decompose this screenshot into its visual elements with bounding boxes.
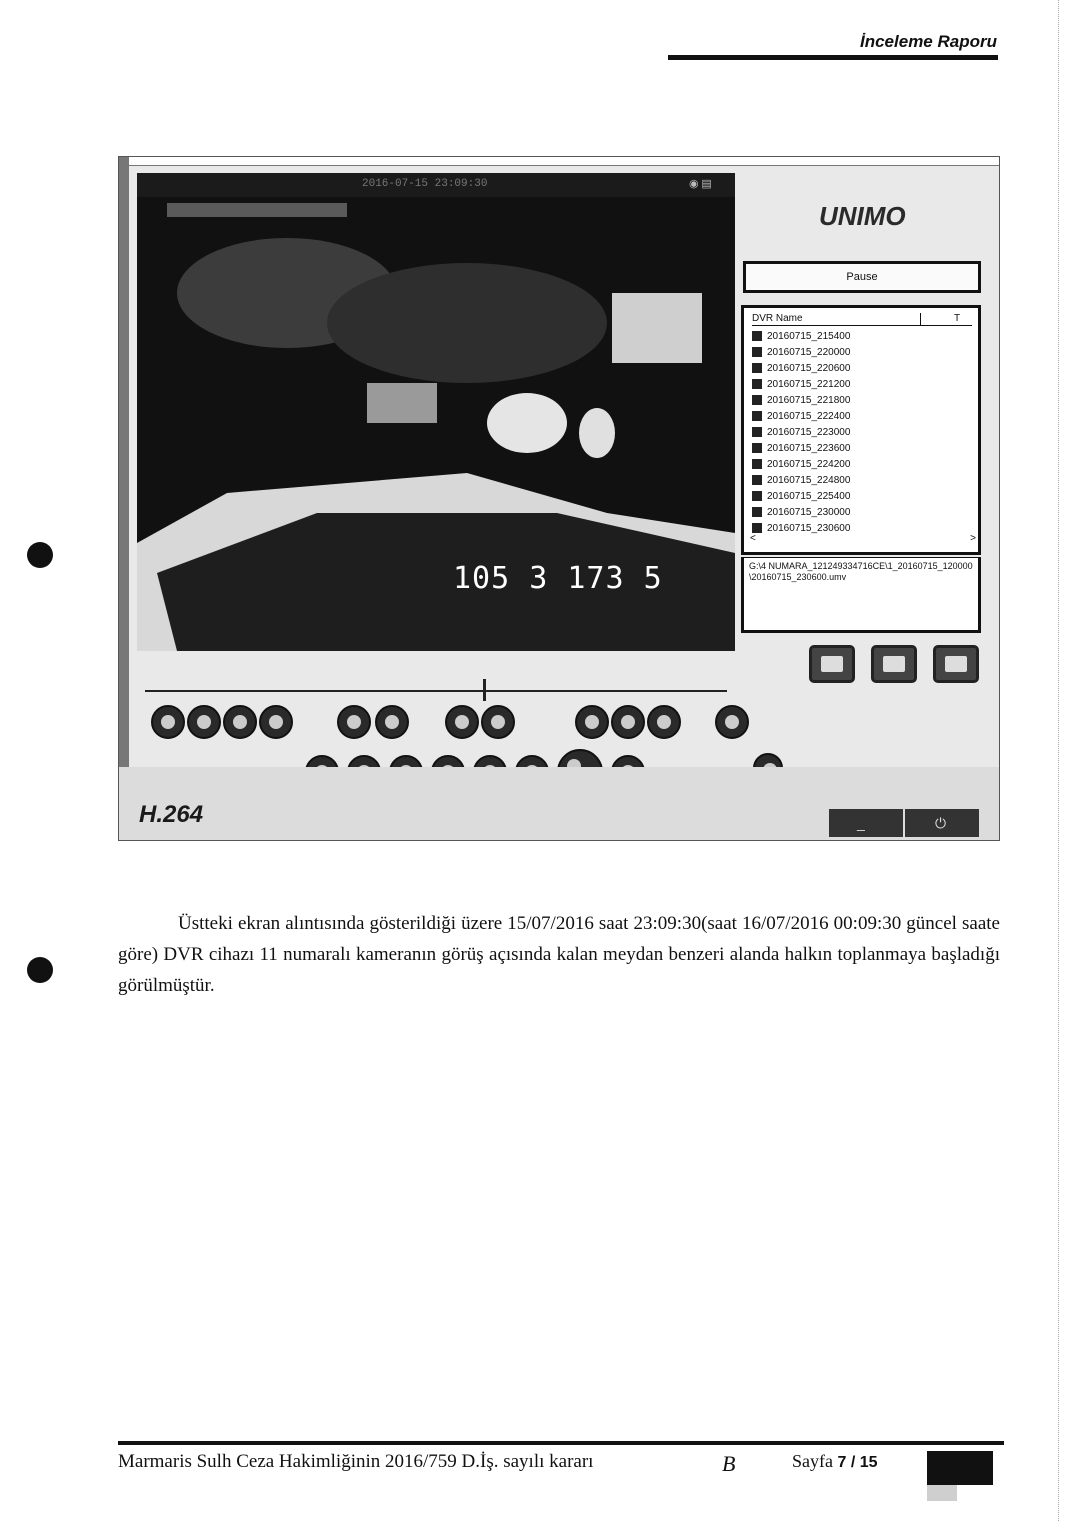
file-icon [752,347,762,357]
list-item[interactable]: 20160715_224200 [752,458,850,474]
overlay-number: 105 3 173 5 [453,561,663,596]
file-icon [752,475,762,485]
footer-block [927,1451,993,1485]
file-icon [752,507,762,517]
dvr-file-list[interactable] [741,305,981,555]
body-paragraph: Üstteki ekran alıntısında gösterildiği üzere 15/07/2016 saat 23:09:30(saat 16/07/2016 00:09:30 güncel saate göre) DVR cihazı 11 numaralı kameranın görüş açısında kalan meydan benzeri alanda halkın toplanmaya başladığı görülmüştür. [118,913,1000,996]
report-title: İnceleme Raporu [860,32,997,51]
footer-court-reference: Marmaris Sulh Ceza Hakimliğinin 2016/759 D.İş. sayılı kararı [118,1451,594,1472]
fast-forward-button[interactable] [259,705,293,739]
column-dvr-name[interactable]: DVR Name [752,313,803,324]
video-controls-icon[interactable]: ◉ ▤ [689,178,712,190]
codec-label: H.264 [139,801,204,828]
list-item[interactable]: 20160715_223600 [752,442,850,458]
export-button[interactable] [809,645,855,683]
list-item[interactable]: 20160715_230600 [752,522,850,538]
column-t[interactable]: T [954,313,961,324]
settings-button[interactable] [933,645,979,683]
unimo-logo: UNIMO [819,201,906,231]
file-icon [752,443,762,453]
prev-file-button[interactable] [445,705,479,739]
step-back-button[interactable] [187,705,221,739]
window-titlebar [119,157,999,166]
video-info-bar [137,173,735,197]
video-timestamp: 2016-07-15 23:09:30 [362,178,488,190]
print-button[interactable] [611,705,645,739]
video-player[interactable] [137,173,735,651]
file-icon [752,427,762,437]
footer-initials: B [722,1451,736,1476]
scroll-left-arrow[interactable]: < [750,533,756,544]
list-item[interactable]: 20160715_221200 [752,378,850,394]
file-icon [752,395,762,405]
window-border [119,157,129,840]
file-icon [752,379,762,389]
file-icon [752,331,762,341]
minimize-button[interactable]: _ [829,809,903,837]
pause-icon-button[interactable] [375,705,409,739]
list-item[interactable]: 20160715_225400 [752,490,850,506]
punch-hole [27,957,53,983]
list-item[interactable]: 20160715_223000 [752,426,850,442]
scroll-right-arrow[interactable]: > [970,533,976,544]
close-button[interactable] [905,809,979,837]
pause-button[interactable]: Pause [743,261,981,293]
file-icon [752,459,762,469]
rewind-button[interactable] [151,705,185,739]
list-item[interactable]: 20160715_220000 [752,346,850,362]
dvr-screenshot [118,156,1000,841]
play-button[interactable] [223,705,257,739]
list-item[interactable]: 20160715_221800 [752,394,850,410]
fullscreen-button[interactable] [715,705,749,739]
file-icon [752,523,762,533]
horizontal-scrollbar[interactable] [750,533,976,543]
list-item[interactable]: 20160715_222400 [752,410,850,426]
list-item[interactable]: 20160715_230000 [752,506,850,522]
snapshot-button[interactable] [871,645,917,683]
slow-button[interactable] [337,705,371,739]
list-item[interactable]: 20160715_215400 [752,330,850,346]
scan-edge [1058,0,1060,1521]
file-icon [752,411,762,421]
seek-bar[interactable] [145,690,727,692]
camera-button[interactable] [647,705,681,739]
page-number: Sayfa 7 / 15 [792,1451,878,1471]
list-item[interactable]: 20160715_220600 [752,362,850,378]
footer-block-shadow [927,1485,957,1501]
header-rule [668,55,998,60]
footer-rule [118,1441,1004,1445]
file-icon [752,363,762,373]
next-file-button[interactable] [481,705,515,739]
punch-hole [27,542,53,568]
file-icon [752,491,762,501]
power-icon: ⏻ [935,815,947,831]
file-path: G:\4 NUMARA_121249334716CE\1_20160715_120000\20160715_230600.umv [741,557,981,633]
seek-handle[interactable] [483,679,486,701]
list-item[interactable]: 20160715_224800 [752,474,850,490]
list-header [752,313,972,326]
record-button[interactable] [575,705,609,739]
